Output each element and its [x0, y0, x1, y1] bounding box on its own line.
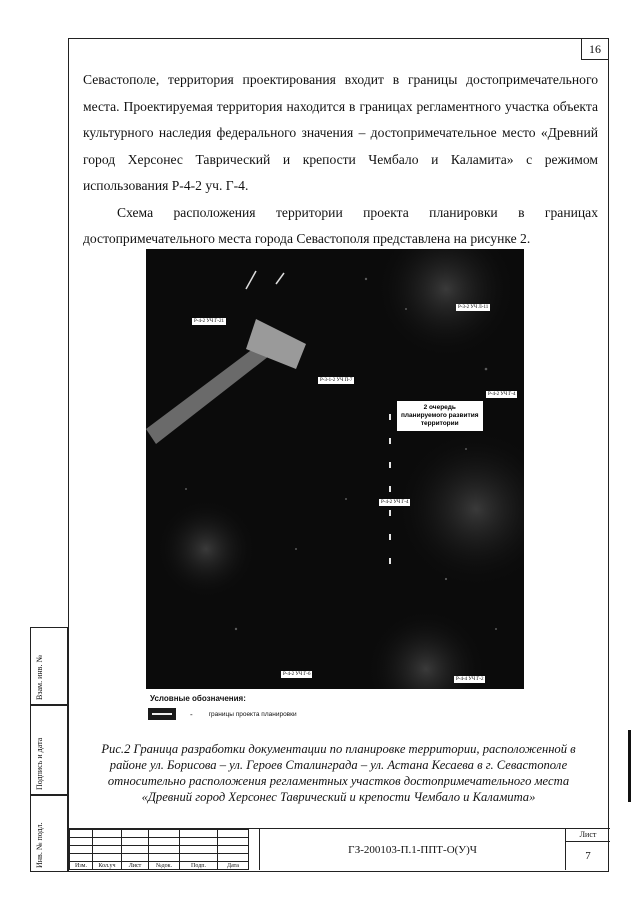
- paragraph-1: Севастополе, территория проектирования входит в границы достопримечательного места. Проектируемая территория находится в границах регламентного участка объекта культурного наследия федерального значения – достопримечательное место «Древний город Херсонес Таврический и крепости Чембало и Каламита» с режимом использования Р-4-2 уч. Г-4.: [83, 72, 598, 193]
- sidebar-cell-inv-replaced: [30, 627, 68, 705]
- revision-table: Изм. Кол.уч Лист №док. Подп. Дата: [69, 829, 249, 870]
- map-imagery: [146, 249, 524, 689]
- satellite-map: [146, 249, 524, 689]
- sidebar-label-signature: Подпись и дата: [35, 737, 44, 790]
- sheet-box: [565, 829, 610, 870]
- page-frame: [68, 38, 609, 872]
- map-label-r4-2-g4-center: Р-4-2 УЧ Г-4: [381, 500, 409, 505]
- legend-item-label: границы проекта планировки: [208, 710, 297, 718]
- map-label-r3-1-2-p7: Р-3-1-2 УЧ П-7: [320, 378, 353, 383]
- sidebar-label-inv-replaced: Взам. инв. №: [35, 654, 44, 700]
- map-label-r4-4-g2: Р-4-4 УЧ Г-2: [456, 677, 484, 682]
- document-code: ГЗ-200103-П.1-ППТ-О(У)Ч: [259, 829, 565, 870]
- legend-item: - границы проекта планировки: [146, 708, 524, 720]
- sidebar-cell-signature: [30, 705, 68, 795]
- map-label-r4-2-g6: Р-4-2 УЧ Г-6: [283, 672, 311, 677]
- figure-caption: Рис.2 Граница разработки документации по планировке территории, расположенной в районе ул. Борисова – ул. Героев Сталинграда – ул. Астана Кесаева в г. Севастополе относительно расположения регламентных участков достопримечательного места «Древний город Херсонес Таврический и крепости Чембало и Каламита»: [101, 742, 576, 804]
- map-label-r4-2-g4-east: Р-4-2 УЧ Г-4: [488, 392, 516, 397]
- title-block: [69, 828, 610, 871]
- sheet-number: 7: [585, 850, 591, 862]
- body-text: [83, 67, 598, 253]
- sidebar-cell-inv-original: [30, 795, 68, 872]
- sidebar-label-inv-original: Инв. № подл.: [35, 822, 44, 868]
- map-label-r4-2-g21: Р-4-2 УЧ Г-21: [194, 319, 224, 324]
- page-number: 16: [581, 39, 608, 60]
- sheet-label: Лист: [566, 829, 610, 842]
- paragraph-2: Схема расположения территории проекта планировки в границах достопримечательного места города Севастополя представлена на рисунке 2.: [83, 204, 598, 246]
- legend-title: Условные обозначения:: [150, 694, 246, 703]
- scan-edge-mark: [628, 730, 631, 802]
- planned-development-label: 2 очередь планируемого развития территории: [397, 401, 483, 431]
- legend: [146, 694, 524, 720]
- left-sidebar-stamp: [30, 627, 68, 872]
- map-label-r3-2-l11: Р-3-2 УЧ Л-11: [458, 305, 489, 310]
- boundary-swatch-icon: [148, 708, 176, 720]
